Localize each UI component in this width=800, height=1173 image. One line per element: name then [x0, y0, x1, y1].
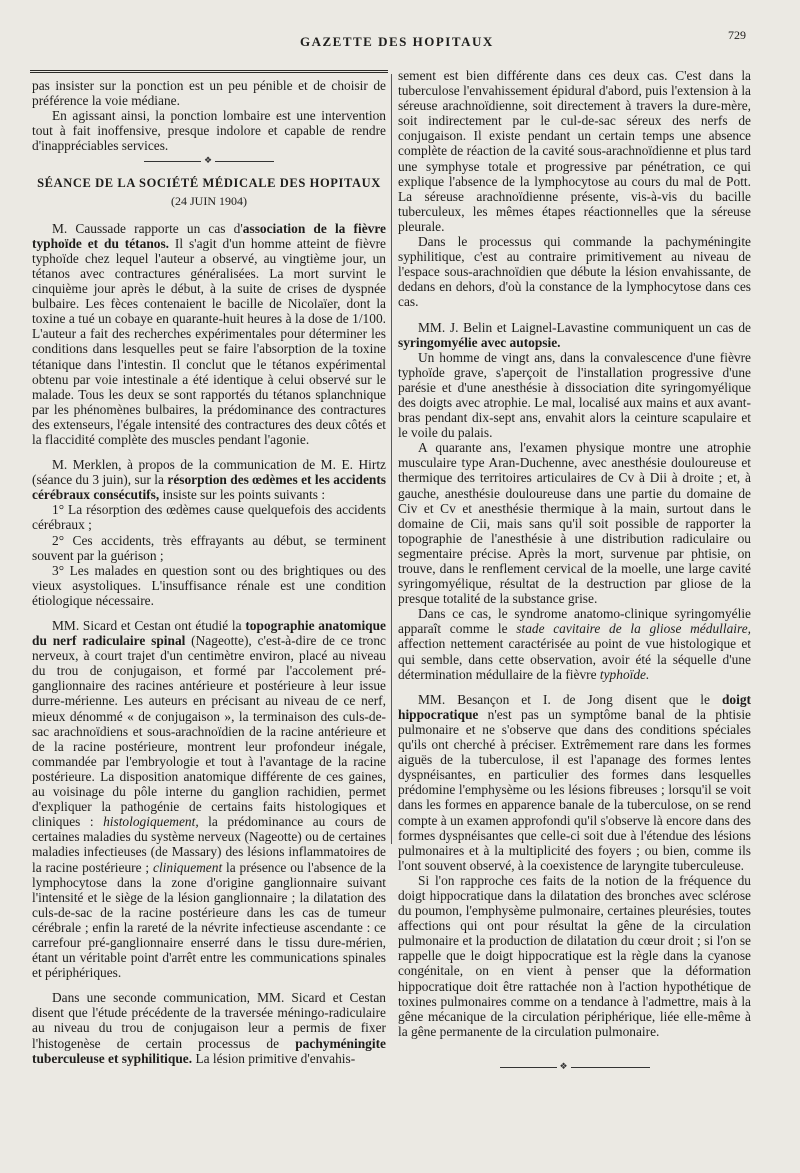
section-date: (24 JUIN 1904)	[171, 193, 247, 208]
list-item: 1° La résorption des œdèmes cause quelquefois des accidents cérébraux ;	[32, 502, 386, 533]
intro-paragraph: pas insister sur la ponction est un peu pénible et de choisir de préférence la voie médiane.	[32, 78, 386, 109]
section-title: SÉANCE DE LA SOCIÉTÉ MÉDICALE DES HOPITAUX	[37, 176, 381, 191]
intro-paragraph: En agissant ainsi, la ponction lombaire est une intervention tout à fait inoffensive, presque indolore et capable de rendre d'inappréciables services.	[32, 108, 386, 154]
ornament-divider	[500, 1067, 650, 1068]
top-rule	[30, 70, 388, 73]
paragraph-caussade: M. Caussade rapporte un cas d'association de la fièvre typhoïde et du tétanos. Il s'agit d'un homme atteint de fièvre typhoïde chez lequel l'auteur a observé, au vingtième jour, un tétanos avec contractures généralisées. La mort survint le cinquième jour après le début, à la suite de crises de dyspnée bulbaire. Les fèces contenaient le bacille de Nicolaïer, dont la toxine a tué un cobaye en quarante-huit heures à la dose de 1/100. L'auteur a fait des recherches expérimentales pour déterminer les conditions dans lesquelles peut se faire l'absorption de la toxine tétanique dans l'intestin. Il conclut que le tétanos expérimental obtenu par voie intestinale a été identique à celui observé sur le malade. Tous les deux se sont rapportés du tétanos splanchnique par les phénomènes bulbaires, la prédominance des contractures des extenseurs, l'égale intensité des contractures des deux côtés et la flaccidité complète des muscles pendant l'agonie.	[32, 220, 386, 447]
list-item: 3° Les malades en question sont ou des brightiques ou des vieux asystoliques. L'insuffisance rénale est une condition étiologique nécessaire.	[32, 562, 386, 608]
paragraph-conclusion: Si l'on rapproche ces faits de la notion de la fréquence du doigt hippocratique dans la dilatation des bronches avec sclérose du poumon, l'emphysème pulmonaire, certaines pleurésies, toutes affections qui ont pour résultat la gêne de la circulation pulmonaire et la production de dilatation du cœur droit ; si l'on se rappelle que le doigt hippocratique est la règle dans la cyanose congénitale, on en vient à penser que la déformation hippocratique doit être rattachée non à l'action hypothétique de toxines pulmonaires comme on a tendance à l'admettre, mais à la gêne mécanique de la circulation périphérique, liée elle-même à la gêne permanente de la circulation pulmonaire.	[398, 872, 751, 1039]
page-header	[0, 24, 800, 54]
right-column	[398, 68, 751, 1068]
column-divider	[391, 74, 392, 844]
page-number: 729	[728, 28, 746, 42]
paragraph-case: Un homme de vingt ans, dans la convalescence d'une fièvre typhoïde grave, s'aperçoit de l'installation progressive d'une parésie et d'une anesthésie à dissociation dite syringomyélique des doigts avec atrophie. Le mal, localisé aux mains et aux avant-bras pendant dix-sept ans, envahit alors la ceinture scapulaire et le voile du palais.	[398, 349, 751, 441]
paragraph-belin: MM. J. Belin et Laignel-Lavastine communiquent un cas de syringomyélie avec autopsie.	[398, 319, 751, 350]
paragraph-syphilitique: Dans le processus qui commande la pachyméningite syphilitique, c'est au contraire primitivement au niveau de l'espace sous-arachnoïdien que débute la lésion envahissante, de dedans en dehors, d'où la constance de la lymphocytose dans ces cas.	[398, 234, 751, 310]
paragraph-pachymeningite: Dans une seconde communication, MM. Sicard et Cestan disent que l'étude précédente de la traversée méningo-radiculaire au niveau du trou de conjugaison leur a permis de fixer l'histogenèse de certain processus de pachyméningite tuberculeuse et syphilitique. La lésion primitive d'envahis-	[32, 990, 386, 1066]
journal-title: GAZETTE DES HOPITAUX	[300, 34, 494, 49]
paragraph-besancon: MM. Besançon et I. de Jong disent que le doigt hippocratique n'est pas un symptôme banal de la phtisie pulmonaire et ne s'observe que dans des conditions spéciales qu'ils ont cherché à préciser. Extrêmement rare dans les formes aiguës de la tuberculose, il est l'apanage des formes lentes dyspnéisantes, en particulier des formes dans lesquelles prédomine l'emphysème ou les lésions fibreuses ; lorsqu'il se voit dans les formes en apparence banale de la tuberculose, on se rend compte à un examen approfondi qu'il s'observe là encore dans des formes dyspnéisantes que celle-ci soit due à l'étendue des lésions pulmonaires et à la multiplicité des foyers ; ou bien, comme ils l'ont souvent observé, à la coexistence de laryngite tuberculeuse.	[398, 691, 751, 873]
paragraph-merklen: M. Merklen, à propos de la communication de M. E. Hirtz (séance du 3 juin), sur la résorption des œdèmes et les accidents cérébraux consécutifs, insiste sur les points suivants :	[32, 457, 386, 503]
paragraph-sicard-cestan: MM. Sicard et Cestan ont étudié la topographie anatomique du nerf radiculaire spinal (Nageotte), c'est-à-dire de ce tronc nerveux, à court trajet d'un centimètre environ, placé au niveau du trou de conjugaison, et formé par l'accolement pré-ganglionnaire des racines antérieure et postérieure à leur issue durre-mérienne. Les auteurs en précisant au niveau de ce nerf, mieux dénommé « de conjugaison », la terminaison des culs-de-sac arachnoïdiens et sous-arachnoïdien de la racine antérieure et de la racine postérieure, montrent leur profondeur inégale, commandée par l'embryologie et tout à l'avantage de la racine postérieure. La disposition anatomique différente de ces gaines, au voisinage du pôle interne du ganglion rachidien, permet d'expliquer la pathogénie de certains faits histologiques et cliniques : histologiquement, la prédominance au cours de certaines maladies du système nerveux (Nageotte) ou de certaines maladies infectieuses (de Massary) des lésions inflammatoires de la racine postérieure ; cliniquement la présence ou l'absence de la lymphocytose dans la zone d'origine ganglionnaire suivant l'intensité et le siège de la lésion ganglionnaire ; la dilatation des culs-de-sac de la racine postérieure dans les cas de tumeur cérébrale ; enfin la rareté de la névrite infectieuse ascendante : ce carrefour pré-ganglionnaire enserré dans le tissu dure-mérien, étant un véritable point d'arrêt entre les communications spinales et périphériques.	[32, 618, 387, 981]
list-item: 2° Ces accidents, très effrayants au début, se terminent souvent par la guérison ;	[32, 532, 386, 563]
paragraph-syndrome: Dans ce cas, le syndrome anatomo-clinique syringomyélie apparaît comme le stade cavitaire de la gliose médullaire, affection nettement caractérisée au point de vue histologique et qui semble, dans cette observation, avoir été la séquelle d'une détermination médullaire de la fièvre typhoïde.	[398, 606, 751, 682]
ornament-divider	[144, 161, 274, 162]
left-column	[32, 78, 386, 1066]
paragraph-exam: A quarante ans, l'examen physique montre une atrophie musculaire type Aran-Duchenne, avec anesthésie douloureuse et thermique des territoires articulaires de Cv à Dii à droite ; et, à gauche, anesthésie douloureuse dans une partie du domaine de Civ et Cv et anesthésie thermique à la main, surtout dans le domaine de Cii, mais sans qu'il soit possible de rapporter la topographie de l'anesthésie à une distribution radiculaire ou segmentaire précise. Après la mort, survenue par phtisie, on trouve, dans le renflement cervical de la moelle, une large cavité syringomyélique, résultat de la destruction par gliose de la presque totalité de la substance grise.	[398, 440, 751, 607]
paragraph-continuation: sement est bien différente dans ces deux cas. C'est dans la tuberculose l'envahissement épidural d'abord, puis l'extension à la séreuse arachnoïdienne, soit directement à travers la dure-mère, soit indirectement par le cul-de-sac séreux des nerfs de conjugaison. Il existe pendant un certain temps une absence complète de réaction de la cavité sous-arachnoïdienne et plus tard une symphyse totale et progressive par pénétration, ce qui explique l'absence de la lymphocytose au cours du mal de Pott. La séreuse arachnoïdienne présente, vis-à-vis du bacille tuberculeux, les mêmes étapes réactionnelles que la séreuse pleurale.	[398, 68, 751, 234]
